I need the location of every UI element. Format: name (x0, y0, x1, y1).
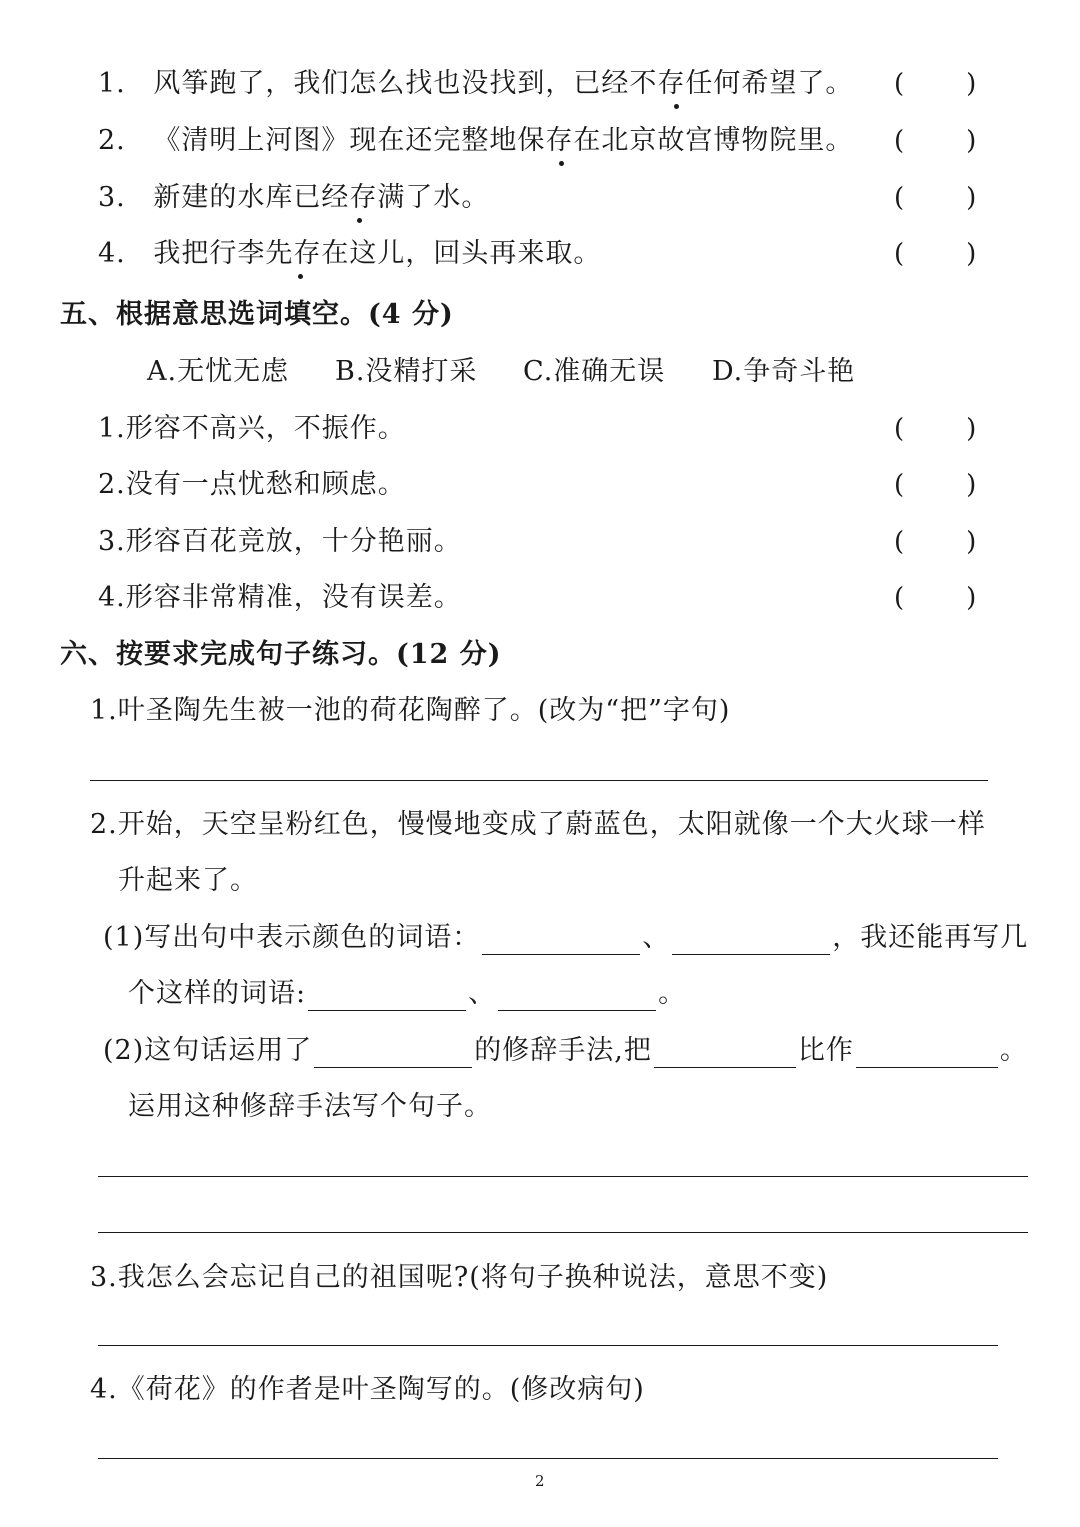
question-6-4: 4.《荷花》的作者是叶圣陶写的。(修改病句) (90, 1374, 645, 1405)
option-c: C.准确无误 (523, 356, 666, 387)
answer-line[interactable] (98, 1176, 1028, 1177)
question-6-1: 1.叶圣陶先生被一池的荷花陶醉了。(改为“把”字句) (90, 695, 731, 726)
item-number: 3. (98, 182, 126, 213)
question-6-2-line1: 2.开始，天空呈粉红色，慢慢地变成了蔚蓝色，太阳就像一个大火球一样 (90, 809, 986, 840)
fill-blank[interactable] (308, 984, 466, 1011)
item-4-4 (98, 237, 601, 271)
item-number: 2. (98, 125, 126, 156)
section-6-title: 六、按要求完成句子练习。(12 分) (60, 639, 502, 670)
item-4-3 (98, 181, 489, 215)
fill-blank[interactable] (856, 1041, 998, 1068)
answer-parens[interactable]: ( ) (894, 239, 977, 269)
section-5-title: 五、根据意思选词填空。(4 分) (60, 299, 454, 330)
sub-question-2-cont: 运用这种修辞手法写个句子。 (128, 1091, 492, 1122)
sub-question-1-cont: 个这样的词语: 、 。 (128, 978, 687, 1009)
question-6-2-line2: 升起来了。 (118, 865, 258, 896)
fill-blank[interactable] (498, 984, 656, 1011)
item-number: 1. (98, 68, 126, 99)
item-5-3: 3.形容百花竞放，十分艳丽。 (98, 526, 462, 557)
emphasis-dot (357, 218, 362, 223)
item-5-4: 4.形容非常精准，没有误差。 (98, 582, 462, 613)
answer-parens[interactable]: ( ) (894, 414, 977, 444)
item-text: 《清明上河图》现在还完整地保存在北京故宫博物院里。 (153, 125, 854, 156)
answer-parens[interactable]: ( ) (894, 69, 977, 99)
item-number: 4. (98, 238, 126, 269)
item-text: 新建的水库已经存满了水。 (153, 182, 490, 213)
option-b: B.没精打采 (335, 356, 478, 387)
sub-question-1: (1)写出句中表示颜色的词语： 、 ，我还能再写几 (103, 922, 1029, 953)
answer-parens[interactable]: ( ) (894, 126, 977, 156)
fill-blank[interactable] (314, 1041, 472, 1068)
answer-line[interactable] (98, 1458, 998, 1459)
emphasis-dot (674, 104, 679, 109)
item-5-2: 2.没有一点忧愁和顾虑。 (98, 469, 406, 500)
sub-question-2: (2)这句话运用了 的修辞手法,把 比作 。 (103, 1035, 1028, 1066)
question-6-3: 3.我怎么会忘记自己的祖国呢?(将句子换种说法，意思不变) (90, 1262, 829, 1293)
option-a: A.无忧无虑 (147, 356, 290, 387)
answer-parens[interactable]: ( ) (894, 183, 977, 213)
fill-blank[interactable] (672, 928, 830, 955)
answer-parens[interactable]: ( ) (894, 583, 977, 613)
fill-blank[interactable] (654, 1041, 796, 1068)
fill-blank[interactable] (482, 928, 640, 955)
answer-line[interactable] (90, 780, 988, 781)
item-text: 风筝跑了，我们怎么找也没找到，已经不存任何希望了。 (153, 68, 854, 99)
item-4-1 (98, 67, 853, 101)
item-5-1: 1.形容不高兴，不振作。 (98, 413, 406, 444)
answer-parens[interactable]: ( ) (894, 470, 977, 500)
item-4-2 (98, 124, 853, 158)
emphasis-dot (559, 161, 564, 166)
answer-line[interactable] (98, 1232, 1028, 1233)
answer-line[interactable] (98, 1345, 998, 1346)
emphasis-dot (298, 274, 303, 279)
item-text: 我把行李先存在这儿，回头再来取。 (153, 238, 602, 269)
option-d: D.争奇斗艳 (712, 356, 856, 387)
answer-parens[interactable]: ( ) (894, 527, 977, 557)
page-number: 2 (535, 1472, 545, 1490)
